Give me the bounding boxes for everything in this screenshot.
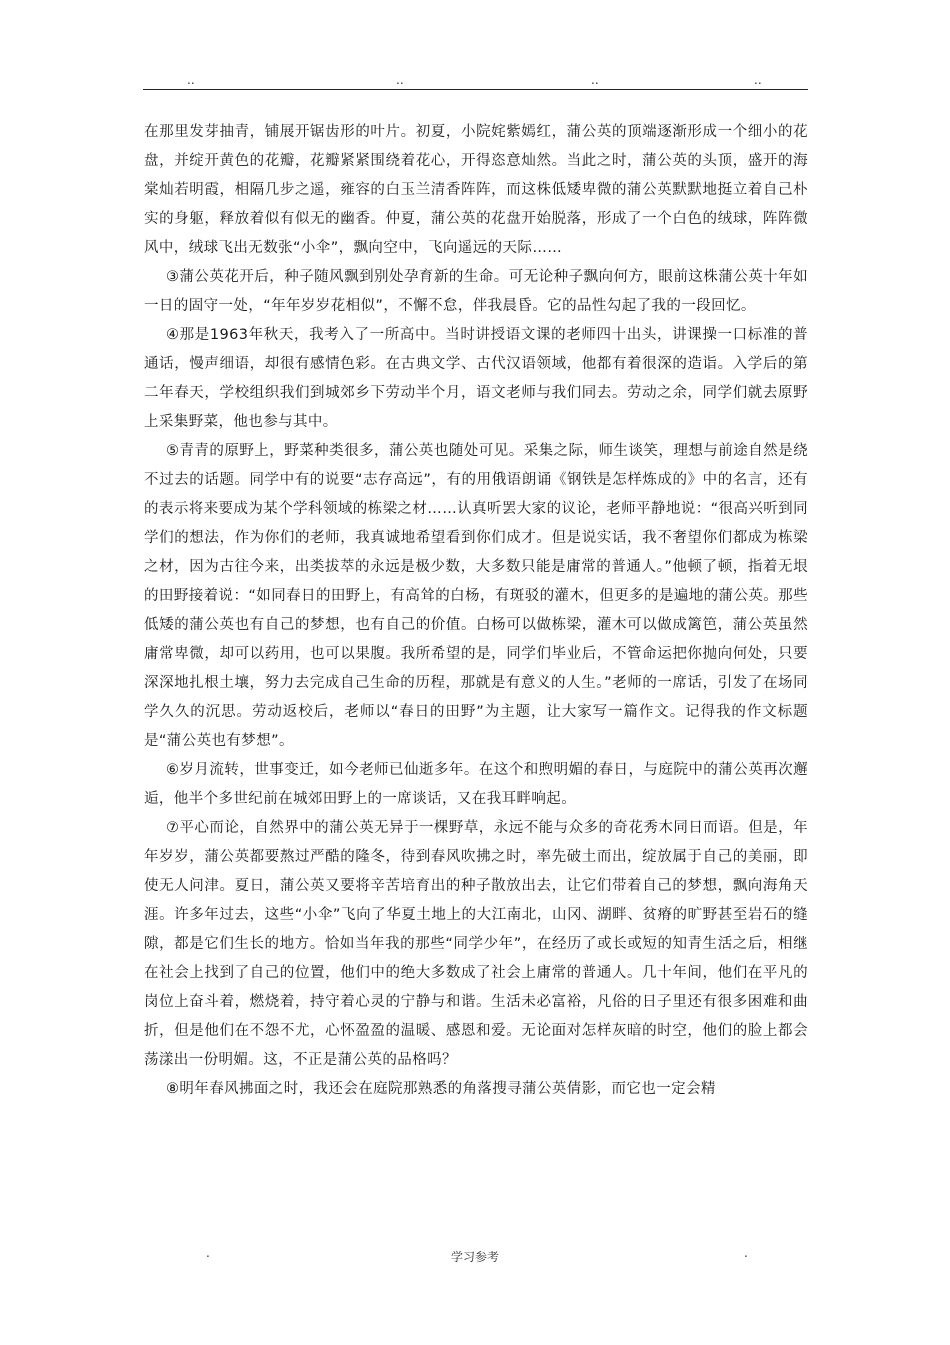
footer-label: 学习参考 [450,1250,499,1264]
header-mark: .. [187,73,195,87]
paragraph-6: ⑥岁月流转，世事变迁，如今老师已仙逝多年。在这个和煦明媚的春日，与庭院中的蒲公英再次邂逅，他半个多世纪前在城郊田野上的一席谈话，又在我耳畔响起。 [144,762,808,807]
paragraph-8: ⑧明年春风拂面之时，我还会在庭院那熟悉的角落搜寻蒲公英倩影，而它也一定会精 [166,1081,716,1097]
paragraph-7: ⑦平心而论，自然界中的蒲公英无异于一棵野草，永远不能与众多的奇花秀木同日而语。但是，年年岁岁，蒲公英都要熬过严酷的隆冬，待到春风吹拂之时，率先破土而出，绽放属于自己的美丽，即使无人问津。夏日，蒲公英又要将辛苦培育出的种子散放出去，让它们带着自己的梦想，飘向海角天涯。许多年过去，这些“小伞”飞向了华夏土地上的大江南北，山冈、湖畔、贫瘠的旷野甚至岩石的缝隙，都是它们生长的地方。恰如当年我的那些“同学少年”，在经历了或长或短的知青生活之后，相继在社会上找到了自己的位置，他们中的绝大多数成了社会上庸常的普通人。几十年间，他们在平凡的岗位上奋斗着，燃烧着，持守着心灵的宁静与和谐。生活未必富裕，凡俗的日子里还有很多困难和曲折，但是他们在不怨不尤，心怀盈盈的温暖、感恩和爱。无论面对怎样灰暗的时空，他们的脸上都会荡漾出一份明媚。这，不正是蒲公英的品格吗？ [144,820,808,1068]
header-mark: .. [396,73,404,87]
footer-right-mark: . [744,1246,748,1260]
footer-left-mark: . [206,1246,210,1260]
paragraph-continued: 在那里发芽抽青，铺展开锯齿形的叶片。初夏，小院姹紫嫣红，蒲公英的顶端逐渐形成一个细小的花盘，并绽开黄色的花瓣，花瓣紧紧围绕着花心，开得恣意灿然。当此之时，蒲公英的头顶，盛开的海棠灿若明霞，相隔几步之遥，雍容的白玉兰清香阵阵，而这株低矮卑微的蒲公英默默地挺立着自己朴实的身躯，释放着似有似无的幽香。仲夏，蒲公英的花盘开始脱落，形成了一个白色的绒球，阵阵微风中，绒球飞出无数张“小伞”，飘向空中，飞向遥远的天际…… [144,124,808,256]
paragraph-4: ④那是1963年秋天，我考入了一所高中。当时讲授语文课的老师四十出头，讲课操一口标准的普通话，慢声细语，却很有感情色彩。在古典文学、古代汉语领域，他都有着很深的造诣。入学后的第二年春天，学校组织我们到城郊乡下劳动半个月，语文老师与我们同去。劳动之余，同学们就去原野上采集野菜，他也参与其中。 [144,327,808,430]
header-mark: .. [754,73,762,87]
paragraph-5: ⑤青青的原野上，野菜种类很多，蒲公英也随处可见。采集之际，师生谈笑，理想与前途自然是绕不过去的话题。同学中有的说要“志存高远”，有的用俄语朗诵《钢铁是怎样炼成的》中的名言，还有的表示将来要成为某个学科领域的栋梁之材……认真听罢大家的议论，老师平静地说：“很高兴听到同学们的想法，作为你们的老师，我真诚地希望看到你们成才。但是说实话，我不奢望你们都成为栋梁之材，因为古往今来，出类拔萃的永远是极少数，大多数只能是庸常的普通人。”他顿了顿，指着无垠的田野接着说：“如同春日的田野上，有高耸的白杨，有斑驳的灌木，但更多的是遍地的蒲公英。那些低矮的蒲公英也有自己的梦想，也有自己的价值。白杨可以做栋梁，灌木可以做成篱笆，蒲公英虽然庸常卑微，却可以药用，也可以果腹。我所希望的是，同学们毕业后，不管命运把你抛向何处，只要深深地扎根土壤，努力去完成自己生命的历程，那就是有意义的人生。”老师的一席话，引发了在场同学久久的沉思。劳动返校后，老师以“春日的田野”为主题，让大家写一篇作文。记得我的作文标题是“蒲公英也有梦想”。 [144,443,808,749]
paragraph-3: ③蒲公英花开后，种子随风飘到别处孕育新的生命。可无论种子飘向何方，眼前这株蒲公英十年如一日的固守一处，“年年岁岁花相似”，不懈不怠，伴我晨昏。它的品性勾起了我的一段回忆。 [144,269,808,314]
header-mark: .. [591,73,599,87]
header-rule [143,89,808,90]
page-header-marks [145,74,807,88]
article-body [144,118,808,1104]
